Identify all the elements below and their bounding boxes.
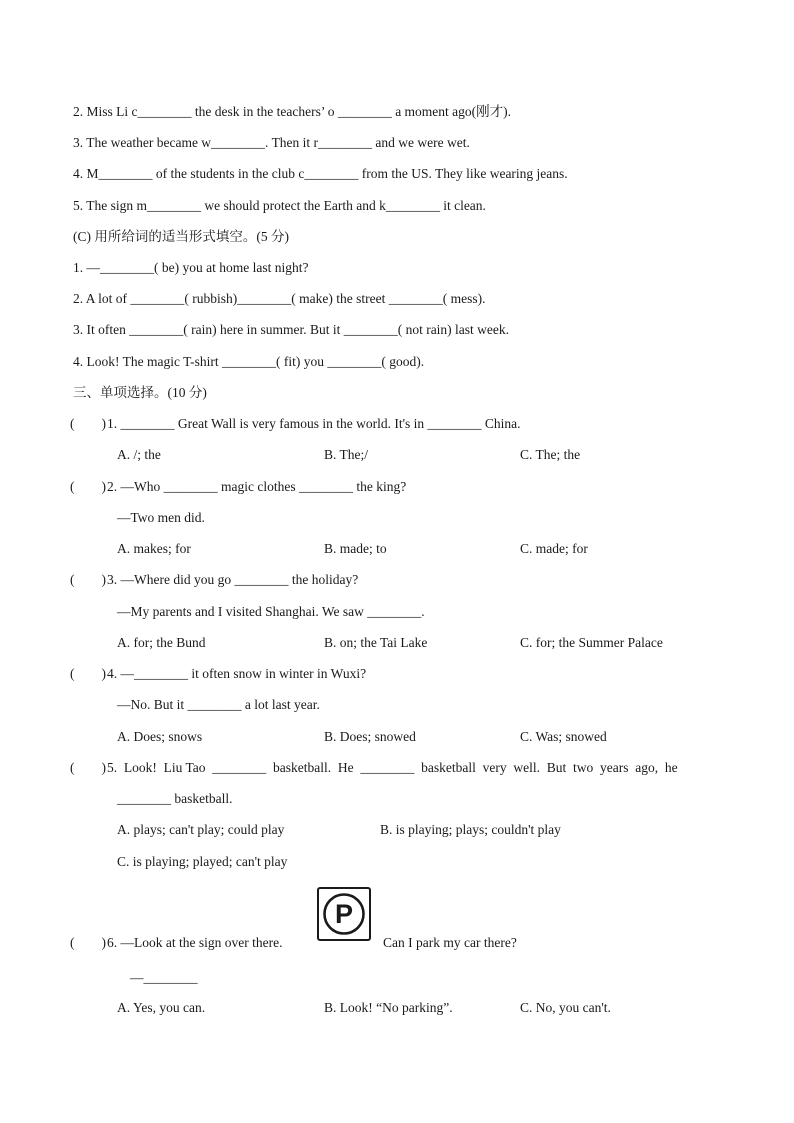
question-4-reply: —No. But it ________ a lot last year. — [117, 697, 320, 712]
section-c-heading: (C) 用所给词的适当形式填空。(5 分) — [73, 229, 289, 244]
answer-blank-3[interactable]: ( ) — [70, 572, 106, 587]
question-1-stem: 1. ________ Great Wall is very famous in the world. It's in ________ China. — [107, 416, 521, 431]
question-3-option-c[interactable]: C. for; the Summer Palace — [520, 635, 663, 650]
section-3-heading: 三、单项选择。(10 分) — [73, 385, 207, 400]
question-3-reply: —My parents and I visited Shanghai. We saw ________. — [117, 604, 425, 619]
question-5-stem: 5. Look! Liu Tao ________ basketball. He ________ basketball very well. But two years ago, he — [107, 760, 678, 775]
verb-item-3: 3. It often ________( rain) here in summer. But it ________( not rain) last week. — [73, 322, 510, 337]
question-4-stem: 4. —________ it often snow in winter in Wuxi? — [107, 666, 367, 681]
question-6-option-c[interactable]: C. No, you can't. — [520, 1000, 611, 1015]
answer-blank-6[interactable]: ( ) — [70, 935, 106, 950]
question-6-option-a[interactable]: A. Yes, you can. — [117, 1000, 206, 1015]
verb-item-1: 1. —________( be) you at home last night? — [73, 260, 309, 275]
verb-item-4: 4. Look! The magic T-shirt ________( fit) you ________( good). — [73, 354, 425, 369]
question-4-option-b[interactable]: B. Does; snowed — [324, 729, 416, 744]
question-5-option-b[interactable]: B. is playing; plays; couldn't play — [380, 822, 561, 837]
answer-blank-5[interactable]: ( ) — [70, 760, 106, 775]
question-3-option-a[interactable]: A. for; the Bund — [117, 635, 206, 650]
question-5-stem-continued: ________ basketball. — [117, 791, 233, 806]
question-4-option-c[interactable]: C. Was; snowed — [520, 729, 607, 744]
answer-blank-4[interactable]: ( ) — [70, 666, 106, 681]
question-6-stem: 6. —Look at the sign over there. — [107, 935, 283, 950]
question-1-option-c[interactable]: C. The; the — [520, 447, 581, 462]
question-2-stem: 2. —Who ________ magic clothes ________ the king? — [107, 479, 407, 494]
fill-item-3: 3. The weather became w________. Then it r________ and we were wet. — [73, 135, 470, 150]
question-3-stem: 3. —Where did you go ________ the holiday? — [107, 572, 359, 587]
question-6-stem-after-sign: Can I park my car there? — [383, 935, 517, 950]
question-4-option-a[interactable]: A. Does; snows — [117, 729, 203, 744]
parking-sign-icon — [317, 887, 371, 941]
parking-letter: P — [334, 899, 354, 929]
question-5-option-c[interactable]: C. is playing; played; can't play — [117, 854, 288, 869]
question-2-option-b[interactable]: B. made; to — [324, 541, 387, 556]
question-2-option-a[interactable]: A. makes; for — [117, 541, 191, 556]
parking-circle-icon — [322, 892, 366, 936]
answer-blank-2[interactable]: ( ) — [70, 479, 106, 494]
question-3-option-b[interactable]: B. on; the Tai Lake — [324, 635, 428, 650]
question-5-option-a[interactable]: A. plays; can't play; could play — [117, 822, 285, 837]
question-6-option-b[interactable]: B. Look! “No parking”. — [324, 1000, 453, 1015]
answer-blank-1[interactable]: ( ) — [70, 416, 106, 431]
question-2-option-c[interactable]: C. made; for — [520, 541, 588, 556]
fill-item-2: 2. Miss Li c________ the desk in the teachers’ o ________ a moment ago(刚才). — [73, 104, 512, 119]
question-2-reply: —Two men did. — [117, 510, 205, 525]
question-6-reply: —________ — [130, 970, 198, 985]
question-1-option-a[interactable]: A. /; the — [117, 447, 161, 462]
verb-item-2: 2. A lot of ________( rubbish)________( make) the street ________( mess). — [73, 291, 486, 306]
question-1-option-b[interactable]: B. The;/ — [324, 447, 369, 462]
fill-item-4: 4. M________ of the students in the club c________ from the US. They like wearing jeans. — [73, 166, 568, 181]
fill-item-5: 5. The sign m________ we should protect the Earth and k________ it clean. — [73, 198, 486, 213]
